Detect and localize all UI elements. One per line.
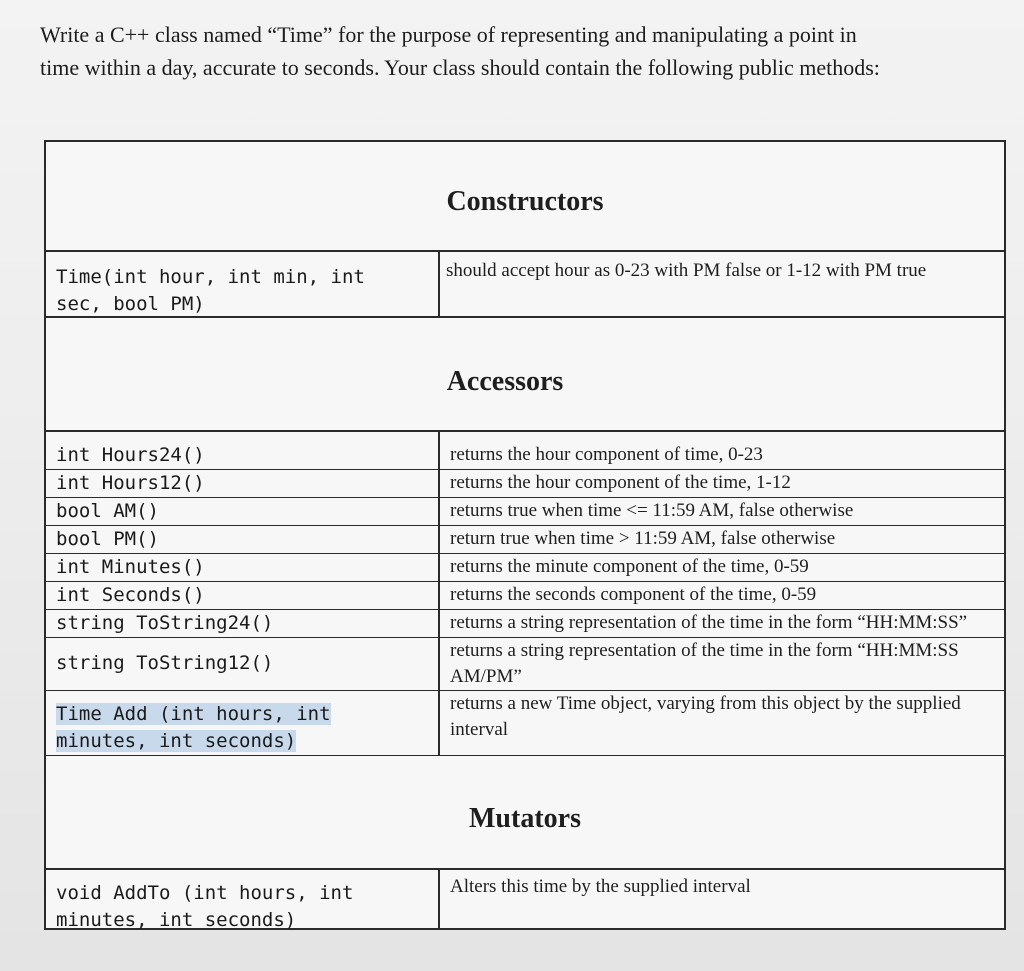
table-row	[46, 691, 1004, 756]
table-row	[46, 498, 1004, 526]
method-signature: bool AM()	[46, 498, 440, 525]
highlighted-signature: Time Add (int hours, int minutes, int seconds)	[56, 703, 331, 752]
method-description: returns a string representation of the time in the form “HH:MM:SS”	[450, 612, 968, 633]
table-row	[46, 610, 1004, 638]
method-signature: void AddTo (int hours, int minutes, int seconds)	[46, 870, 440, 928]
method-signature: string ToString12()	[46, 638, 440, 690]
table-row	[46, 470, 1004, 498]
mutators-section-header	[46, 756, 1004, 870]
method-signature: int Hours24()	[46, 432, 440, 469]
method-signature: Time(int hour, int min, int sec, bool PM)	[46, 252, 440, 316]
method-signature: int Minutes()	[46, 554, 440, 581]
method-description: returns the minute component of the time, 0-59	[450, 556, 809, 577]
method-description: returns true when time <= 11:59 AM, false otherwise	[450, 500, 854, 521]
method-signature: string ToString24()	[46, 610, 440, 637]
method-description: returns a string representation of the time in the form “HH:MM:SS AM/PM”	[450, 640, 959, 687]
table-row	[46, 526, 1004, 554]
table-row	[46, 870, 1004, 931]
method-spec-table	[44, 140, 1006, 930]
accessors-section-header	[46, 318, 1004, 432]
method-signature: bool PM()	[46, 526, 440, 553]
method-signature: int Seconds()	[46, 582, 440, 609]
method-description: return true when time > 11:59 AM, false otherwise	[450, 528, 836, 549]
method-description: returns the hour component of the time, 1-12	[450, 472, 791, 493]
intro-paragraph	[40, 18, 1000, 84]
method-description: Alters this time by the supplied interval	[450, 876, 751, 897]
constructors-section-header	[46, 142, 1004, 252]
method-description: should accept hour as 0-23 with PM false or 1-12 with PM true	[446, 260, 927, 281]
table-row	[46, 582, 1004, 610]
table-row	[46, 432, 1004, 470]
table-row	[46, 252, 1004, 318]
table-row	[46, 554, 1004, 582]
accessors-heading: Accessors	[446, 366, 564, 397]
method-description: returns the hour component of time, 0-23	[450, 444, 763, 465]
table-row	[46, 638, 1004, 691]
intro-line-1: Write a C++ class named “Time” for the purpose of representing and manipulating a point in	[40, 22, 857, 47]
method-description: returns a new Time object, varying from this object by the supplied interval	[450, 693, 961, 740]
method-signature: int Hours12()	[46, 470, 440, 497]
intro-line-2: time within a day, accurate to seconds. Your class should contain the following public methods:	[40, 55, 880, 80]
method-description: returns the seconds component of the time, 0-59	[450, 584, 817, 605]
mutators-heading: Mutators	[469, 803, 581, 834]
constructors-heading: Constructors	[446, 186, 604, 217]
method-signature	[46, 691, 440, 755]
